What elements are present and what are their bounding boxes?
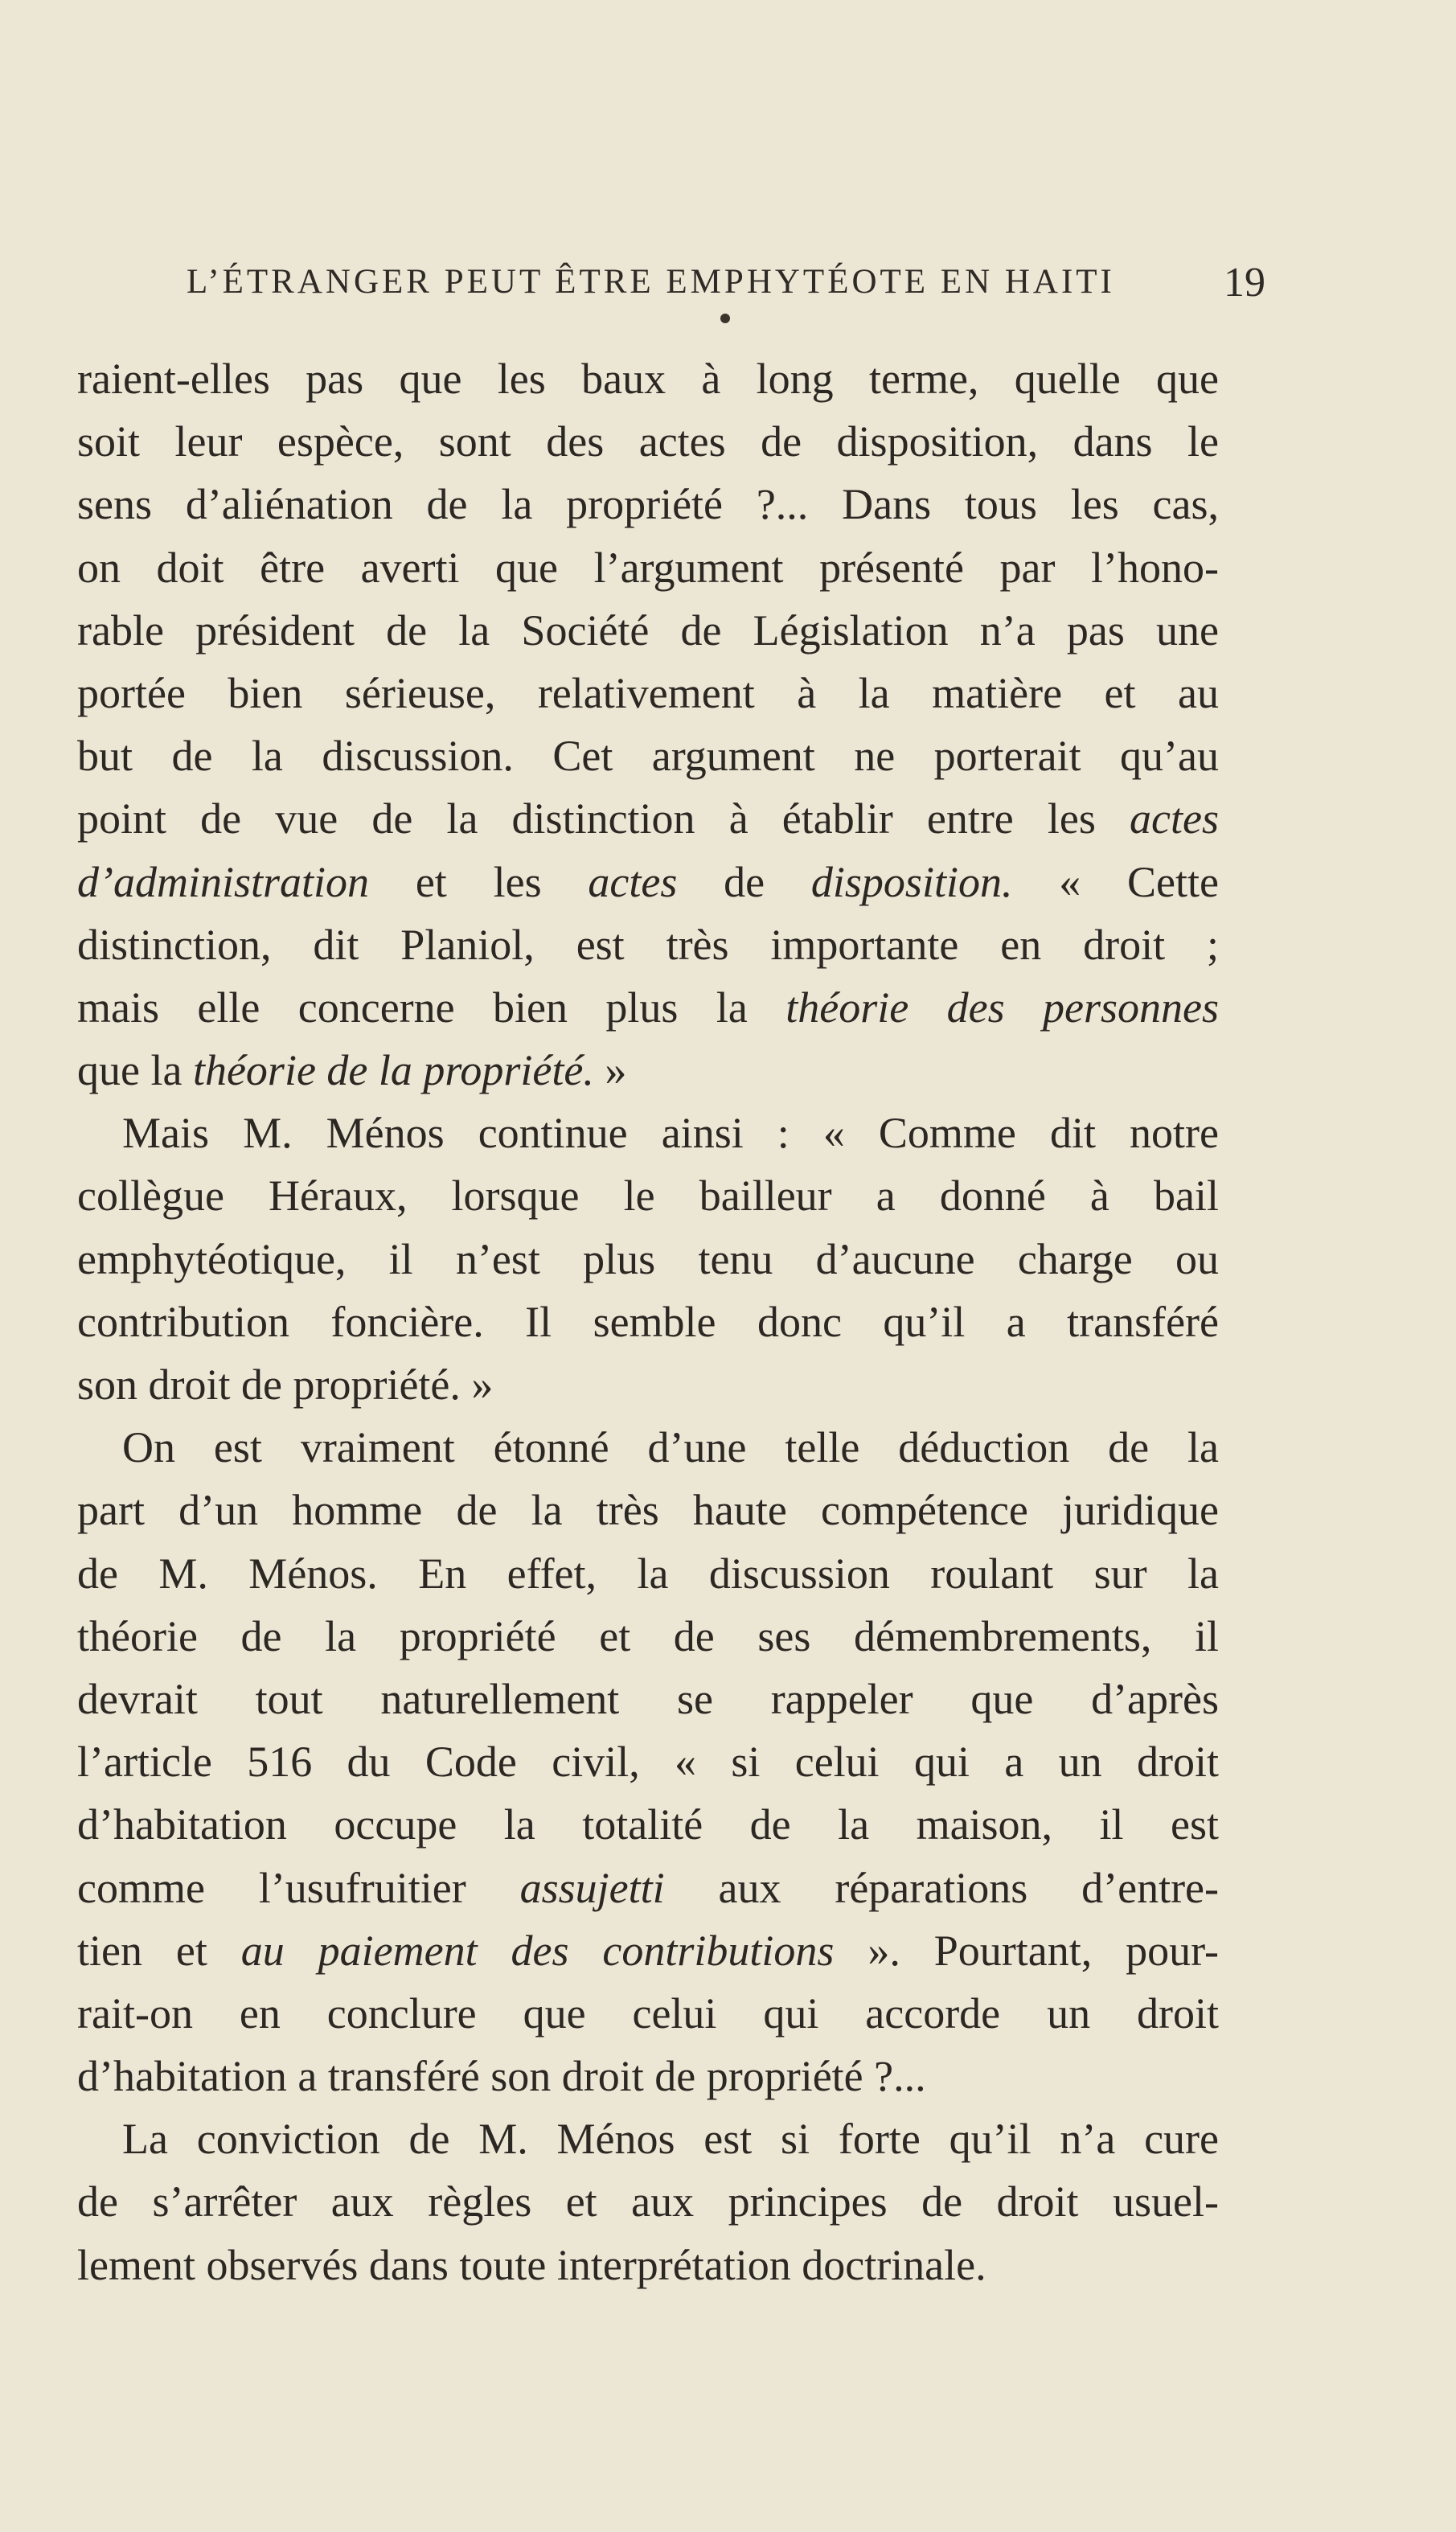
body-text	[77, 347, 1219, 2296]
print-dot-mark	[720, 314, 730, 323]
text-run: de	[724, 857, 765, 906]
text-line: On est vraiment étonné d’une telle déduction de la	[122, 1423, 1219, 1472]
text-line: devrait tout naturellement se rappeler que d’après	[77, 1674, 1219, 1723]
text-line: rable président de la Société de Législation n’a pas une	[77, 605, 1219, 655]
text-line: lement observés dans toute interprétation doctrinale.	[77, 2240, 986, 2289]
italic-run: assujetti	[519, 1863, 665, 1912]
text-line: de s’arrêter aux règles et aux principes de droit usuel-	[77, 2177, 1219, 2226]
text-line: l’article 516 du Code civil, « si celui qui a un droit	[77, 1738, 1219, 1787]
text-line	[77, 851, 1219, 913]
running-header: L’ÉTRANGER PEUT ÊTRE EMPHYTÉOTE EN HAITI	[187, 263, 1115, 301]
text-run: « Cette	[1059, 857, 1220, 906]
italic-run: disposition.	[810, 857, 1013, 906]
text-line: part d’un homme de la très haute compétence juridique	[77, 1486, 1219, 1535]
text-run: aux réparations d’entre-	[718, 1863, 1220, 1912]
text-line: sens d’aliénation de la propriété ?... Dans tous les cas,	[77, 480, 1219, 529]
text-line: La conviction de M. Ménos est si forte qu’il n’a cure	[122, 2115, 1219, 2164]
text-line	[77, 1919, 1219, 1982]
text-line: distinction, dit Planiol, est très importante en droit ;	[77, 920, 1219, 969]
italic-run: d’administration	[77, 857, 370, 906]
text-run: ». Pourtant, pour-	[867, 1926, 1220, 1975]
text-line: de M. Ménos. En effet, la discussion roulant sur la	[77, 1549, 1219, 1598]
text-line: on doit être averti que l’argument présenté par l’hono-	[77, 543, 1219, 592]
text-line: d’habitation a transféré son droit de propriété ?...	[77, 2052, 926, 2101]
italic-run: actes	[588, 857, 678, 906]
text-line: contribution foncière. Il semble donc qu’il a transféré	[77, 1297, 1219, 1346]
text-line: son droit de propriété. »	[77, 1360, 494, 1409]
text-line: d’habitation occupe la totalité de la maison, il est	[77, 1800, 1219, 1849]
text-line: emphytéotique, il n’est plus tenu d’aucune charge ou	[77, 1234, 1219, 1283]
text-line	[77, 1039, 1219, 1102]
italic-run: théorie de la propriété.	[192, 1046, 594, 1095]
text-line	[77, 1857, 1219, 1919]
text-line: théorie de la propriété et de ses démembrements, il	[77, 1611, 1219, 1660]
text-run: comme l’usufruitier	[77, 1863, 466, 1912]
text-line: raient-elles pas que les baux à long terme, quelle que	[77, 355, 1219, 403]
text-line: soit leur espèce, sont des actes de disposition, dans le	[77, 417, 1219, 466]
italic-run: actes	[1130, 794, 1219, 843]
italic-run: théorie des personnes	[785, 983, 1219, 1032]
text-run: et les	[415, 857, 542, 906]
text-line: but de la discussion. Cet argument ne porterait qu’au	[77, 732, 1219, 781]
text-line: portée bien sérieuse, relativement à la matière et au	[77, 668, 1219, 717]
text-line	[77, 976, 1219, 1039]
text-run: tien et	[77, 1926, 207, 1975]
page-number: 19	[1224, 260, 1265, 306]
italic-run: au paiement des contributions	[240, 1926, 835, 1975]
text-run: point de vue de la distinction à établir entre les	[77, 794, 1096, 843]
text-line: rait-on en conclure que celui qui accorde un droit	[77, 1988, 1219, 2038]
text-line: Mais M. Ménos continue ainsi : « Comme dit notre	[122, 1109, 1219, 1158]
text-run: mais elle concerne bien plus la	[77, 983, 748, 1032]
text-line: collègue Héraux, lorsque le bailleur a donné à bail	[77, 1172, 1219, 1221]
text-run: que la	[77, 1046, 183, 1095]
text-run: »	[605, 1046, 627, 1095]
text-line	[77, 787, 1219, 850]
